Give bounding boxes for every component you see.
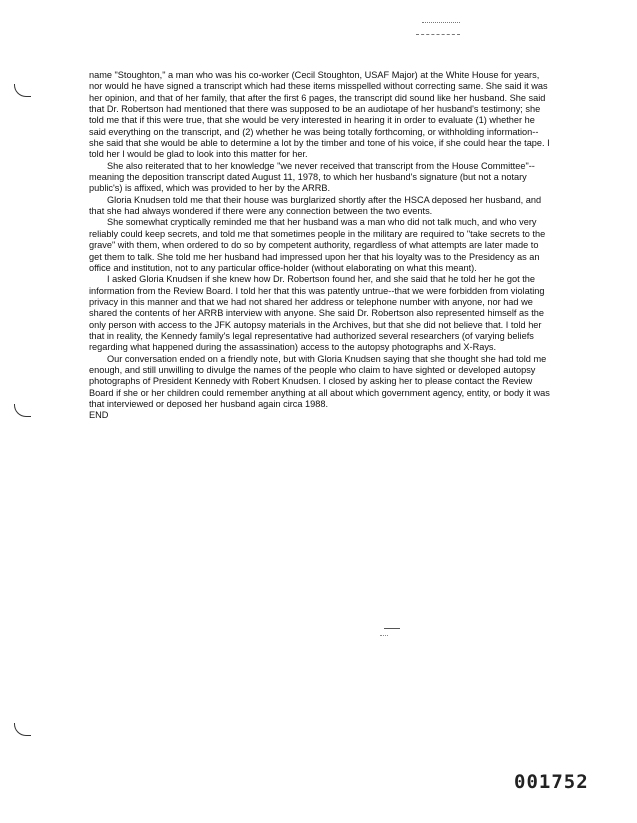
paragraph: She also reiterated that to her knowledge "we never received that transcript from the House Committee"--meaning the deposition transcript dated August 11, 1978, to which her husband's signature (but not a notary public's) is affixed, which was provided to her by the ARRB.: [89, 160, 535, 194]
paragraph: She somewhat cryptically reminded me that her husband was a man who did not talk much, and who very reliably could keep secrets, and told me that sometimes people in the military are required to "take secrets to the grave" with them, when ordered to do so by competent authority, regardless of what attempts are later made to get them to talk. She told me her husband had impressed upon her that his loyalty was to the Presidency as an office and institution, not to any particular office-holder (without elaborating on what this meant).: [89, 217, 546, 273]
top-margin-mark: [422, 22, 460, 23]
end-label: END: [89, 410, 109, 421]
page-number: 001752: [514, 771, 589, 793]
binder-hole-mark: [14, 723, 31, 736]
paragraph: name "Stoughton," a man who was his co-worker (Cecil Stoughton, USAF Major) at the White House for years, nor would he have signed a transcript which had these items misspelled without correcting same. She said it was her opinion, and that of her family, that after the first 6 pages, the transcript did sound like her husband. She said that Dr. Robertson had mentioned that there was supposed to be an audiotape of her husband's testimony; she told me that if this were true, that she would be very interested in hearing it in order to evaluate (1) whether he said everything on the transcript, and (2) whether he was being totally forthcoming, or withholding information--she said that she would be able to determine a lot by the timber and tone of his voice, if she could hear the tape. I told her I would be glad to look into this matter for her.: [89, 70, 550, 160]
paragraph: Our conversation ended on a friendly note, but with Gloria Knudsen saying that she thought she had told me enough, and still unwilling to divulge the names of the people who claim to have sighted or developed autopsy photographs of President Kennedy with Robert Knudsen. I closed by asking her to please contact the Review Board if she or her children could remember anything at all about which government agency, entity, or body it was that interviewed or deposed her husband again circa 1988.: [89, 353, 550, 409]
stray-mark: [384, 628, 400, 629]
binder-hole-mark: [14, 84, 31, 97]
document-body: [89, 70, 551, 422]
binder-hole-mark: [14, 404, 31, 417]
top-margin-mark-secondary: [416, 34, 460, 35]
stray-mark: [380, 635, 388, 636]
paragraph: I asked Gloria Knudsen if she knew how Dr. Robertson found her, and she said that he told her he got the information from the Review Board. I told her that this was patently untrue--that we were forbidden from violating privacy in this manner and that we had not shared her address or telephone number with anyone, nor had we shared the contents of her ARRB interview with anyone. She said Dr. Robertson also represented himself as the only person with access to the JFK autopsy materials in the Archives, but that she did not believe that. I told her that in reality, the Kennedy family's legal representative had authorized several researchers (of varying beliefs regarding what happened during the assassination) access to the autopsy photographs and X-Rays.: [89, 274, 545, 353]
paragraph: Gloria Knudsen told me that their house was burglarized shortly after the HSCA deposed her husband, and that she had always wondered if there were any connection between the two events.: [89, 194, 542, 217]
